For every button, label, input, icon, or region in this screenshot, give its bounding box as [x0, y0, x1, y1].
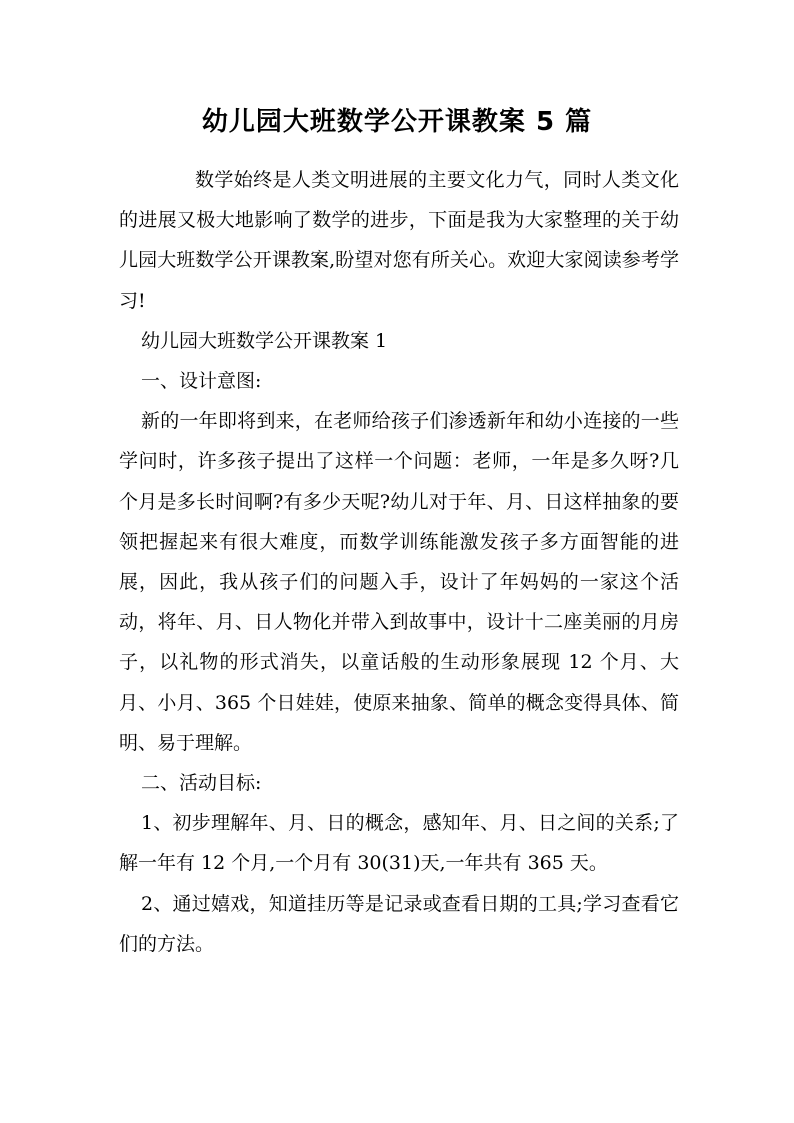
section-heading-lesson-1: 幼儿园大班数学公开课教案 1	[141, 329, 388, 352]
intro-paragraph: 数学始终是人类文明进展的主要文化力气，同时人类文化的进展又极大地影响了数学的进步，下面是我为大家整理的关于幼儿园大班数学公开课教案,盼望对您有所关心。欢迎大家阅读参考学习!	[119, 169, 679, 312]
section-heading-design-intent: 一、设计意图:	[141, 370, 262, 393]
goal-item-2: 2、通过嬉戏，知道挂历等是记录或查看日期的工具;学习查看它们的方法。	[119, 892, 679, 955]
document-body	[119, 160, 679, 964]
design-intent-paragraph: 新的一年即将到来，在老师给孩子们渗透新年和幼小连接的一些学问时，许多孩子提出了这样一个问题：老师，一年是多久呀?几个月是多长时间啊?有多少天呢?幼儿对于年、月、日这样抽象的要领把握起来有很大难度，而数学训练能激发孩子多方面智能的进展，因此，我从孩子们的问题入手，设计了年妈妈的一家这个活动，将年、月、日人物化并带入到故事中，设计十二座美丽的月房子，以礼物的形式消失，以童话般的生动形象展现 12 个月、大月、小月、365 个日娃娃，使原来抽象、简单的概念变得具体、简明、易于理解。	[119, 410, 679, 754]
goal-item-1: 1、初步理解年、月、日的概念，感知年、月、日之间的关系;了解一年有 12 个月,一个月有 30(31)天,一年共有 365 天。	[119, 812, 679, 875]
document-title: 幼儿园大班数学公开课教案 5 篇	[201, 107, 593, 137]
section-heading-activity-goals: 二、活动目标:	[141, 772, 262, 795]
